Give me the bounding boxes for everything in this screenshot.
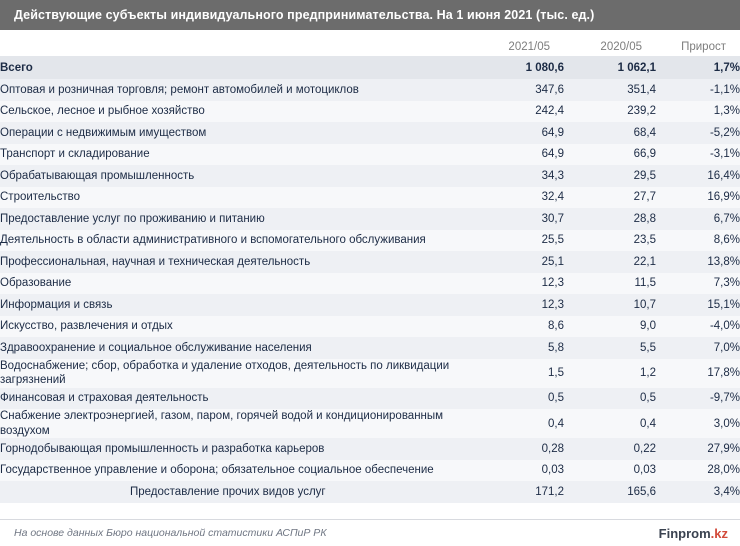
table-row (0, 273, 740, 295)
table-header (0, 30, 740, 56)
table-row (0, 337, 740, 359)
row-value-2021: 1,5 (548, 367, 564, 379)
row-value-growth: 16,9% (707, 191, 740, 204)
footer (0, 519, 740, 546)
row-value-2021: 1 080,6 (525, 61, 564, 74)
row-value-growth: 7,0% (713, 341, 740, 354)
table-body (0, 56, 740, 503)
row-value-2021: 171,2 (535, 485, 564, 498)
row-value-2021: 30,7 (541, 212, 564, 225)
row-value-2020: 22,1 (633, 255, 656, 268)
row-value-2021: 0,03 (541, 464, 564, 477)
row-value-2020: 239,2 (627, 105, 656, 118)
row-value-2020: 5,5 (640, 341, 656, 354)
row-label: Сельское, лесное и рыбное хозяйство (0, 105, 205, 118)
row-label: Всего (0, 61, 33, 74)
row-value-growth: 6,7% (713, 212, 740, 225)
row-value-2021: 25,1 (541, 255, 564, 268)
row-value-2020: 351,4 (627, 83, 656, 96)
table-row (0, 187, 740, 209)
table-row (0, 101, 740, 123)
brand-tld: .kz (710, 525, 728, 541)
row-value-2020: 1 062,1 (617, 61, 656, 74)
table-row (0, 388, 740, 410)
row-value-growth: 1,3% (713, 105, 740, 118)
table-row (0, 460, 740, 482)
row-label: Государственное управление и оборона; обязательное социальное обеспечение (0, 464, 434, 476)
row-label: Транспорт и складирование (0, 148, 150, 161)
row-value-2020: 27,7 (633, 191, 656, 204)
table-row (0, 438, 740, 460)
row-label: Предоставление прочих видов услуг (130, 485, 326, 498)
row-value-growth: 17,8% (707, 367, 740, 379)
row-label: Финансовая и страховая деятельность (0, 392, 209, 405)
table-row (0, 294, 740, 316)
row-value-2021: 5,8 (548, 341, 564, 354)
table-row (0, 79, 740, 101)
column-header-category (0, 30, 468, 56)
row-value-2021: 64,9 (541, 126, 564, 139)
table-row (0, 481, 740, 503)
row-label: Информация и связь (0, 298, 113, 311)
row-value-2021: 64,9 (541, 148, 564, 161)
row-value-growth: 13,8% (707, 255, 740, 268)
row-label: Обрабатывающая промышленность (0, 169, 195, 182)
table-row (0, 122, 740, 144)
row-value-2021: 34,3 (541, 169, 564, 182)
table-row (0, 230, 740, 252)
row-label: Профессиональная, научная и техническая деятельность (0, 255, 311, 268)
row-value-2021: 25,5 (541, 234, 564, 247)
row-label: Операции с недвижимым имуществом (0, 126, 207, 139)
row-value-growth: -5,2% (709, 126, 740, 139)
row-value-2020: 23,5 (633, 234, 656, 247)
row-label: Деятельность в области административного и вспомогательного обслуживания (0, 234, 426, 246)
row-value-2020: 10,7 (633, 298, 656, 311)
row-value-2021: 12,3 (541, 298, 564, 311)
row-label: Предоставление услуг по проживанию и питанию (0, 212, 265, 225)
row-value-growth: 8,6% (713, 234, 740, 247)
row-value-growth: 16,4% (707, 169, 740, 182)
data-table (0, 30, 740, 503)
row-value-2020: 1,2 (640, 367, 656, 379)
row-value-2020: 165,6 (627, 485, 656, 498)
row-value-2020: 68,4 (633, 126, 656, 139)
row-value-growth: -4,0% (709, 320, 740, 333)
row-value-growth: 15,1% (707, 298, 740, 311)
column-header-growth: Прирост (681, 41, 726, 53)
row-label: Горнодобывающая промышленность и разработка карьеров (0, 442, 325, 455)
brand-name: Finprom (658, 525, 711, 541)
row-value-growth: -9,7% (709, 392, 740, 405)
row-value-growth: 27,9% (707, 442, 740, 455)
row-value-2020: 11,5 (634, 277, 656, 290)
row-label: Оптовая и розничная торговля; ремонт автомобилей и мотоциклов (0, 83, 359, 96)
row-label: Образование (0, 277, 72, 290)
row-label: Строительство (0, 191, 81, 204)
row-label: Снабжение электроэнергией, газом, паром, горячей водой и кондиционированным воздухом (0, 410, 444, 437)
table-row (0, 144, 740, 166)
row-value-2020: 29,5 (633, 169, 656, 182)
source-note: На основе данных Бюро национальной статистики АСПиР РК (14, 527, 327, 539)
row-value-growth: -1,1% (709, 83, 740, 96)
row-value-2021: 32,4 (541, 191, 564, 204)
row-label: Здравоохранение и социальное обслуживание населения (0, 341, 312, 354)
table-row (0, 409, 740, 438)
brand-logo (659, 526, 740, 541)
row-value-growth: 1,7% (713, 61, 740, 74)
table-row (0, 208, 740, 230)
row-value-2020: 66,9 (633, 148, 656, 161)
title-bar (0, 0, 740, 30)
row-value-growth: 7,3% (713, 277, 740, 290)
row-value-2021: 0,4 (548, 417, 564, 430)
table-row-total (0, 56, 740, 79)
row-value-2021: 8,6 (548, 320, 564, 333)
column-header-2021-05: 2021/05 (508, 41, 550, 53)
table-header-row (0, 30, 740, 56)
table-row (0, 359, 740, 388)
row-label: Искусство, развлечения и отдых (0, 320, 173, 333)
row-value-growth: -3,1% (709, 148, 740, 161)
row-value-growth: 28,0% (707, 464, 740, 477)
row-value-2020: 0,5 (640, 392, 656, 405)
table-row (0, 251, 740, 273)
row-value-2020: 28,8 (633, 212, 656, 225)
row-value-2020: 9,0 (640, 320, 656, 333)
row-value-growth: 3,4% (713, 485, 740, 498)
row-value-2021: 0,28 (541, 442, 564, 455)
row-value-2021: 347,6 (535, 83, 564, 96)
row-value-2021: 0,5 (548, 392, 564, 405)
row-value-growth: 3,0% (713, 417, 740, 430)
row-value-2021: 242,4 (535, 105, 564, 118)
table-row (0, 316, 740, 338)
row-value-2021: 12,3 (541, 277, 564, 290)
column-header-2020-05: 2020/05 (600, 41, 642, 53)
row-value-2020: 0,22 (633, 442, 656, 455)
row-label: Водоснабжение; сбор, обработка и удаление отходов, деятельность по ликвидации загрязнений (0, 359, 450, 386)
row-value-2020: 0,03 (633, 464, 656, 477)
page-title: Действующие субъекты индивидуального предпринимательства. На 1 июня 2021 (тыс. ед.) (14, 8, 595, 22)
table-row (0, 165, 740, 187)
row-value-2020: 0,4 (640, 417, 656, 430)
